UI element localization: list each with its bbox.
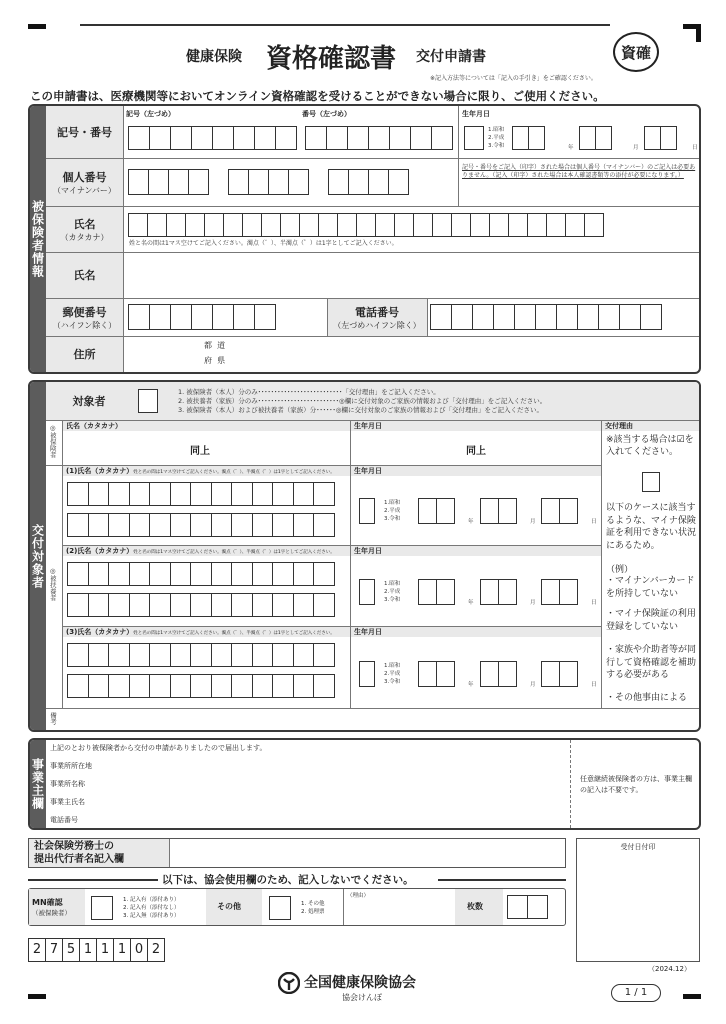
employer-side-label: 事業主欄 (30, 740, 46, 828)
tel-input[interactable] (430, 304, 661, 330)
dep1-kana-row2[interactable] (67, 513, 334, 537)
kana-header: 氏名（カタカナ） (66, 422, 122, 430)
code-digit: 1 (96, 938, 114, 962)
dep2-kana-row2[interactable] (67, 593, 334, 617)
code-digit: 1 (79, 938, 97, 962)
mynumber-label: 個人番号 (62, 170, 107, 184)
count-label: 枚数 (467, 902, 483, 911)
birth-year-input[interactable] (512, 126, 544, 150)
agent-label-2: 提出代行者名記入欄 (34, 854, 124, 865)
remarks-input[interactable] (63, 709, 701, 730)
kana-sub: （カタカナ） (60, 232, 109, 242)
dep3-era-showa: 1.昭和 (384, 663, 401, 669)
dep3-era-input[interactable] (359, 661, 374, 687)
header-left-title: 健康保険 (186, 49, 242, 65)
dep3-year-unit: 年 (468, 682, 474, 688)
dep2-day-unit: 日 (591, 600, 597, 606)
dep3-kana-row2[interactable] (67, 674, 334, 698)
other-opt-1: 1. その他 (301, 901, 325, 907)
dep3-day-input[interactable] (541, 661, 577, 687)
kigo-input[interactable] (128, 126, 296, 150)
agent-box (28, 838, 566, 868)
dependents-vert-label: ◎被扶養者 (48, 567, 57, 601)
reason-item-4: ・その他事由による (606, 693, 688, 703)
insured-side-label: 被保険者情報 (30, 106, 46, 372)
reason-label: （理由） (347, 893, 370, 899)
code-digit: 5 (62, 938, 80, 962)
agent-input[interactable] (171, 839, 565, 867)
mn-label: MN確認 (32, 898, 63, 907)
page-number-text: 1 / 1 (624, 987, 648, 998)
dep1-era-reiwa: 3.令和 (384, 516, 401, 522)
reason-checkbox[interactable] (642, 472, 660, 492)
stamp-text: 資確 (620, 43, 651, 62)
mn-opt-1: 1. 記入有（添付あり） (123, 897, 180, 903)
tel-label: 電話番号 (355, 305, 399, 319)
zip-label: 郵便番号 (62, 305, 107, 319)
target-option-1: 1. 被保険者（本人）分のみ･･････････････････････････「交付理由」をご記入ください。 (178, 388, 440, 396)
dep2-era-reiwa: 3.令和 (384, 597, 401, 603)
other-checkbox[interactable] (269, 896, 291, 920)
org-name: 全国健康保険協会 (304, 975, 416, 991)
registration-mark (28, 994, 46, 999)
dep2-year-unit: 年 (468, 600, 474, 606)
org-logo (278, 972, 300, 994)
dep3-day-unit: 日 (591, 682, 597, 688)
dep2-era-heisei: 2.平成 (384, 589, 401, 595)
dep3-month-input[interactable] (480, 661, 516, 687)
month-unit: 月 (633, 145, 639, 151)
code-digit: 1 (113, 938, 131, 962)
dep1-month-input[interactable] (480, 498, 516, 524)
mynumber-group-3[interactable] (328, 169, 408, 195)
era-showa: 1.昭和 (488, 127, 505, 133)
target-option-3: 3. 被保険者（本人）および被扶養者（家族）分･･････◎欄に交付対象のご家族の情報および「交付理由」をご記入ください。 (178, 406, 543, 414)
reason-check-note: ※該当する場合は☑を入れてください。 (606, 435, 694, 457)
bango-hint: 番号（左づめ） (302, 110, 351, 118)
dep2-year-input[interactable] (418, 579, 454, 605)
mn-sub: （被保険者） (32, 909, 71, 917)
birth-day-input[interactable] (644, 126, 676, 150)
reason-item-3: ・家族や介助者等が同行して資格確認を補助する必要がある (606, 645, 697, 680)
form-date: （2024.12） (648, 965, 691, 973)
year-unit: 年 (568, 145, 574, 151)
header-rule (80, 24, 610, 26)
code-digit: 2 (147, 938, 165, 962)
dep2-label: (2)氏名（カタカナ） (66, 547, 134, 555)
pref-fu: 府 (204, 356, 212, 365)
target-panel (28, 380, 701, 732)
addr-label: 住所 (73, 348, 96, 361)
registration-mark (696, 24, 701, 42)
dep1-note: 姓と名の間は1マス空けてご記入ください。濁点（゛）、半濁点（゜）は1字としてご記入ください。 (133, 470, 335, 475)
employer-panel (28, 738, 701, 830)
kana-name-input[interactable] (128, 213, 603, 237)
dep2-era-showa: 1.昭和 (384, 581, 401, 587)
dep3-birth-header: 生年月日 (354, 628, 382, 636)
era-reiwa: 3.令和 (488, 143, 505, 149)
kana-label: 氏名 (73, 217, 96, 231)
office-box (28, 888, 566, 926)
reason-text: 以下のケースに該当するような、マイナ保険証を利用できない状況にあるため。 (606, 503, 697, 551)
birth-header: 生年月日 (354, 422, 382, 430)
zip-input[interactable] (128, 304, 275, 330)
tel-sub: （左づめハイフン除く） (333, 320, 421, 330)
dep1-era-heisei: 2.平成 (384, 508, 401, 514)
employer-owner: 事業主氏名 (50, 798, 85, 806)
dep3-era-reiwa: 3.令和 (384, 679, 401, 685)
same-as-above-name: 同上 (190, 446, 210, 457)
form-code (28, 938, 164, 962)
dep2-era-input[interactable] (359, 579, 374, 605)
reason-item-2: ・マイナ保険証の利用登録をしていない (606, 609, 696, 632)
count-input[interactable] (507, 895, 547, 919)
dep1-day-unit: 日 (591, 519, 597, 525)
mn-opt-2: 2. 記入有（添付なし） (123, 905, 180, 911)
dep3-kana-row1[interactable] (67, 643, 334, 667)
code-digit: 7 (45, 938, 63, 962)
remarks-label: 備考 (49, 712, 57, 725)
mynumber-group-2[interactable] (228, 169, 308, 195)
dep1-day-input[interactable] (541, 498, 577, 524)
birth-era-input[interactable] (464, 126, 483, 150)
name-input[interactable] (124, 253, 700, 297)
employer-address: 事業所所在地 (50, 762, 92, 770)
employer-statement: 上記のとおり被保険者から交付の申請がありましたので届出します。 (50, 744, 267, 752)
org-sub: 協会けんぽ (342, 993, 382, 1002)
dep2-birth-header: 生年月日 (354, 547, 382, 555)
intro-text: この申請書は、医療機関等においてオンライン資格確認を受けることができない場合に限り、ご使用ください。 (30, 89, 605, 103)
other-label: その他 (217, 902, 241, 911)
dep1-birth-header: 生年月日 (354, 467, 382, 475)
mn-opt-3: 3. 記入無（添付あり） (123, 913, 180, 919)
mynumber-sub: （マイナンバー） (53, 185, 116, 195)
same-as-above-birth: 同上 (466, 446, 486, 457)
mynumber-note: 記号・番号をご記入（印字）された場合は個人番号（マイナンバー）のご記入は必要ありません。（記入（印字）された場合は本人確認書類等の添付が必要になります。） (462, 164, 696, 180)
dep1-year-input[interactable] (418, 498, 454, 524)
target-label: 対象者 (72, 395, 106, 408)
stamp-badge (613, 32, 659, 72)
receipt-label: 受付日付印 (620, 843, 656, 851)
code-digit: 2 (28, 938, 46, 962)
dep3-era-heisei: 2.平成 (384, 671, 401, 677)
zip-sub: （ハイフン除く） (52, 320, 117, 330)
dep2-kana-row1[interactable] (67, 562, 334, 586)
dep2-day-input[interactable] (541, 579, 577, 605)
target-option-2: 2. 被扶養者（家族）分のみ･････････････････････････◎欄に交付対象のご家族の情報および「交付理由」をご記入ください。 (178, 397, 547, 405)
dep3-month-unit: 月 (530, 682, 536, 688)
registration-mark (683, 994, 701, 999)
reason-example: （例） (606, 565, 634, 575)
dep3-note: 姓と名の間は1マス空けてご記入ください。濁点（゛）、半濁点（゜）は1字としてご記入ください。 (133, 631, 335, 636)
dep1-era-showa: 1.昭和 (384, 500, 401, 506)
kana-note: 姓と名の間は1マス空けてご記入ください。濁点（゛）、半濁点（゜）は1字としてご記入ください。 (129, 240, 398, 247)
target-side-label: 交付対象者 (30, 382, 46, 730)
dep1-label: (1)氏名（カタカナ） (66, 467, 134, 475)
pref-do: 道 (217, 341, 226, 350)
dep2-note: 姓と名の間は1マス空けてご記入ください。濁点（゛）、半濁点（゜）は1字としてご記入ください。 (133, 550, 335, 555)
dep3-year-input[interactable] (418, 661, 454, 687)
dep1-year-unit: 年 (468, 519, 474, 525)
kigo-hint: 記号（左づめ） (126, 110, 175, 118)
office-heading: 以下は、協会使用欄のため、記入しないでください。 (162, 874, 414, 886)
employer-phone: 電話番号 (50, 816, 78, 824)
pref-to: 都 (204, 341, 212, 350)
era-heisei: 2.平成 (488, 135, 505, 141)
address-input[interactable] (240, 337, 700, 372)
kigo-label: 記号・番号 (57, 126, 112, 139)
birth-label: 生年月日 (462, 110, 490, 118)
kyokai-logo-icon (278, 972, 300, 994)
fill-note: ※記入方法等については「記入の手引き」をご確認ください。 (430, 75, 597, 82)
registration-mark (28, 24, 46, 29)
reason-header: 交付理由 (605, 422, 633, 430)
agent-label-1: 社会保険労務士の (34, 841, 114, 852)
receipt-stamp-box (576, 838, 700, 962)
header-right-title: 交付申請書 (416, 49, 486, 65)
mynumber-group-1[interactable] (128, 169, 208, 195)
dep1-kana-row1[interactable] (67, 482, 334, 506)
dep1-month-unit: 月 (530, 519, 536, 525)
dep1-era-input[interactable] (359, 498, 374, 524)
employer-note: 任意継続被保険者の方は、事業主欄の記入は不要です。 (580, 775, 692, 794)
reason-item-1: ・マイナンバーカードを所持していない (606, 576, 695, 599)
pref-ken: 県 (217, 356, 226, 365)
page-title: 資格確認書 (266, 44, 397, 74)
target-checkbox[interactable] (138, 389, 158, 413)
page-number (611, 984, 661, 1002)
bango-input[interactable] (305, 126, 452, 150)
other-opt-2: 2. 処理票 (301, 909, 325, 915)
day-unit: 日 (692, 145, 698, 151)
insured-panel (28, 104, 701, 374)
insured-vert-label: ◎被保険者 (48, 424, 57, 458)
mn-checkbox[interactable] (91, 896, 113, 920)
dep2-month-unit: 月 (530, 600, 536, 606)
employer-input[interactable] (120, 756, 560, 826)
code-digit: 0 (130, 938, 148, 962)
employer-name: 事業所名称 (50, 780, 85, 788)
dep2-month-input[interactable] (480, 579, 516, 605)
name-label: 氏名 (73, 269, 96, 282)
birth-month-input[interactable] (579, 126, 611, 150)
dep3-label: (3)氏名（カタカナ） (66, 628, 134, 636)
